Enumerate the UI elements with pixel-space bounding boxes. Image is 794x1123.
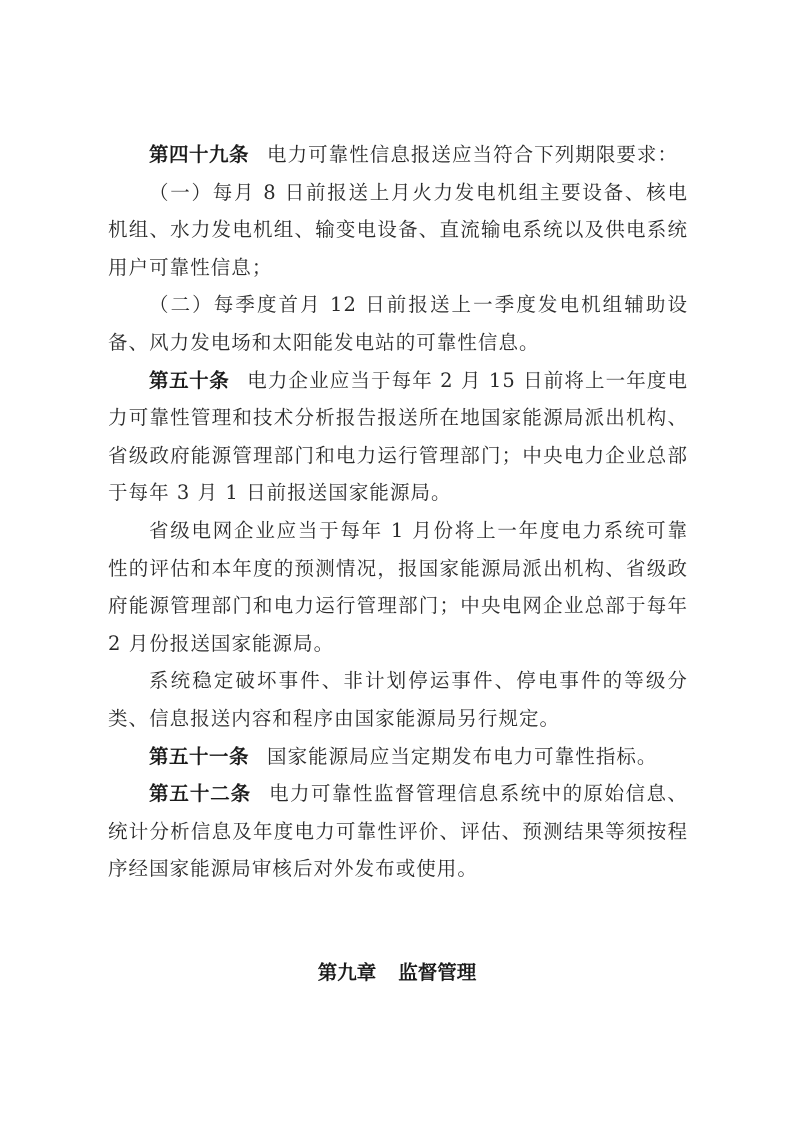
article-52 [108,775,688,888]
article-50-para-2 [108,512,688,662]
body-text [108,136,688,888]
article-50 [108,362,688,512]
chapter-heading [0,957,794,985]
paragraph-text: 系统稳定破坏事件、非计划停运事件、停电事件的等级分类、信息报送内容和程序由国家能源局另行规定。 [108,669,688,730]
paragraph-text: 电力企业应当于每年 2 月 15 日前将上一年度电力可靠性管理和技术分析报告报送所在地国家能源局派出机构、省级政府能源管理部门和电力运行管理部门；中央电力企业总部于每年 3 月 1 日前报送国家能源局。 [108,368,688,505]
article-number: 第五十一条 [149,744,250,768]
article-50-para-3 [108,662,688,737]
article-number: 第四十九条 [149,143,250,166]
paragraph-text: 省级电网企业应当于每年 1 月份将上一年度电力系统可靠性的评估和本年度的预测情况，报国家能源局派出机构、省级政府能源管理部门和电力运行管理部门；中央电网企业总部于每年 2 月份报送国家能源局。 [108,518,688,655]
chapter-number: 第九章 [317,961,377,984]
article-51 [108,738,688,776]
chapter-title: 监督管理 [398,961,477,984]
article-49-item-2 [108,286,688,361]
paragraph-text: 电力可靠性信息报送应当符合下列期限要求： [267,143,679,166]
article-number: 第五十条 [149,368,230,392]
article-49 [108,136,688,174]
article-number: 第五十二条 [149,782,252,806]
paragraph-text: （一）每月 8 日前报送上月火力发电机组主要设备、核电机组、水力发电机组、输变电设备、直流输电系统以及供电系统用户可靠性信息； [108,180,688,279]
article-49-item-1 [108,174,688,287]
paragraph-text: 国家能源局应当定期发布电力可靠性指标。 [267,744,658,768]
paragraph-text: （二）每季度首月 12 日前报送上一季度发电机组辅助设备、风力发电场和太阳能发电站的可靠性信息。 [108,293,688,354]
paragraph-text: 电力可靠性监督管理信息系统中的原始信息、统计分析信息及年度电力可靠性评价、评估、预测结果等须按程序经国家能源局审核后对外发布或使用。 [108,782,688,881]
